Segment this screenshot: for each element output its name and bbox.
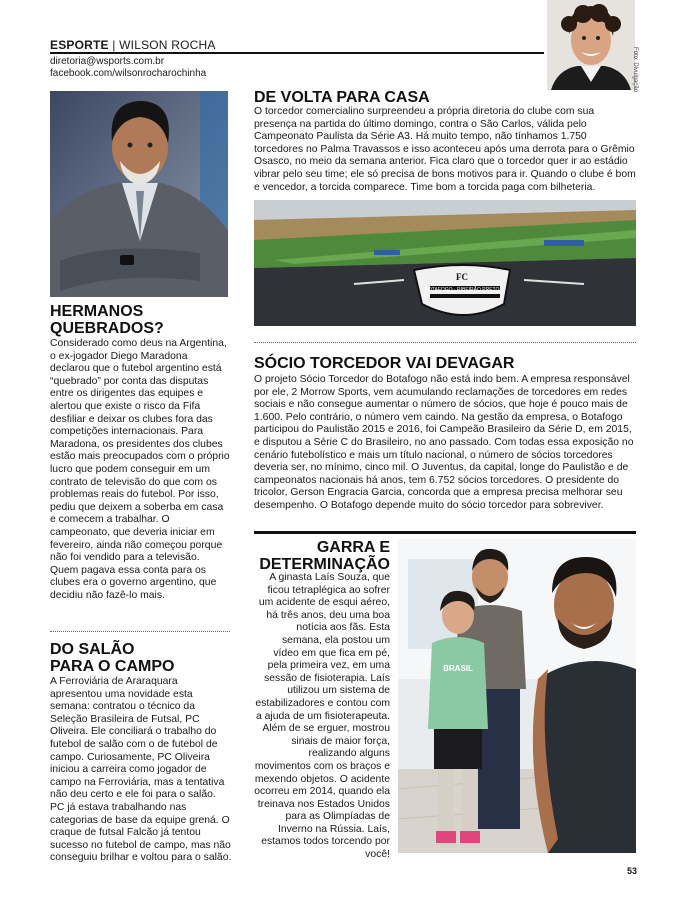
gymnast-photo: [398, 539, 636, 853]
section-label: [50, 38, 216, 52]
header-rule: [50, 52, 544, 54]
section-name: ESPORTE: [50, 38, 109, 52]
section-rule: [254, 531, 636, 534]
article-title-hermanos: [50, 303, 230, 337]
emblem-letters: FC: [456, 272, 468, 282]
article-body-de-volta: O torcedor comercialino surpreendeu a própria diretoria do clube com sua presença na partida do último domingo, contra o São Carlos, válida pelo Campeonato Paulista da Série A3. Há muito tempo, não tínhamos 1.750 torcedores no Palma Travassos e isso aconteceu após uma derrota para o Grêmio Osasco, no meio da semana anterior. Fica claro que o torcedor quer ir ao estádio vibrar pelo seu time; ele só precisa de bons motivos para ir. Quando o clube é bom e vencedor, a torcida comparece. Time bom a torcida paga com bilheteria.: [254, 106, 636, 193]
section-separator: |: [108, 38, 120, 52]
divider: [50, 631, 230, 632]
article-title-salao: [50, 641, 230, 675]
article-title-de-volta: [254, 89, 636, 106]
article-title-socio: [254, 355, 636, 372]
title-line: SÓCIO TORCEDOR VAI DEVAGAR: [254, 355, 515, 372]
title-line: DETERMINAÇÃO: [259, 556, 390, 573]
emblem-text: BOTAFOGO · RIBEIRÃO PRETO: [424, 287, 500, 293]
title-line: QUEBRADOS?: [50, 320, 164, 337]
divider: [254, 342, 636, 343]
article-title-garra: [254, 539, 390, 573]
author-name: WILSON ROCHA: [119, 38, 216, 52]
author-facebook[interactable]: facebook.com/wilsonrocharochinha: [50, 68, 207, 79]
article-body-hermanos: Considerado como deus na Argentina, o ex-jogador Diego Maradona declarou que o futebol argentino está “quebrado” por conta das disputas entre os dirigentes das equipes e alertou que existe o risco da Fifa desfiliar e deixar os clubes fora das competições internacionais. Para Maradona, os presidentes dos clubes estão mais preocupados com o próprio lucro que podem conseguir em um contrato de televisão do que com os problemas reais do futebol. Por isso, pediu que deixem a soberba em casa e comecem a trabalhar. O campeonato, que deveria iniciar em fevereiro, ainda não começou porque não foi vendido para a televisão. Quem pagava essa conta para os clubes era o governo argentino, que decidiu não fazê-lo mais.: [50, 338, 230, 601]
photo-credit: Foto: Divulgação: [632, 47, 638, 93]
author-email[interactable]: diretoria@wsports.com.br: [50, 56, 165, 67]
title-line: PARA O CAMPO: [50, 658, 175, 675]
title-line: DO SALÃO: [50, 641, 135, 658]
title-line: HERMANOS: [50, 303, 144, 320]
maradona-photo: [50, 91, 228, 297]
title-line: GARRA E: [316, 539, 390, 556]
article-body-socio: O projeto Sócio Torcedor do Botafogo não está indo bem. A empresa responsável por ele, 2 Morrow Sports, vem acumulando reclamações de torcedores em redes sociais e não consegue aumentar o número de sócios, que hoje é pouco mais de 1.600. Pelo contrário, o número vem caindo. Na gestão da empresa, o Botafogo participou do Paulistão 2015 e 2016, foi Campeão Brasileiro da Série D, em 2015, e disputou a Série C do Brasileiro, no ano passado. Com todas essa exposição no cenário futebolístico e mais um título nacional, o número de sócios torcedores deveria ser, no mínimo, cinco mil. O Juventus, da capital, longe do Paulistão e de campeonatos nacionais há anos, tem 6.752 sócios torcedores. O presidente do tricolor, Gerson Engracia Garcia, concorda que a empresa precisa melhorar seu desempenho. O Botafogo depende muito do sócio torcedor para sobreviver.: [254, 374, 634, 511]
stadium-photo: [254, 200, 636, 326]
title-line: DE VOLTA PARA CASA: [254, 89, 430, 106]
author-portrait: [547, 0, 635, 90]
page-number: 53: [627, 866, 638, 876]
article-body-garra: A ginasta Laís Souza, que ficou tetraplégica ao sofrer um acidente de esqui aéreo, há três anos, deu uma boa notícia aos fãs. Esta semana, ela postou um vídeo em que fica em pé, pela primeira vez, em uma sessão de fisioterapia. Laís utilizou um sistema de estabilizadores e contou com a ajuda de um fisioterapeuta. Além de se erguer, mostrou sinais de maior força, realizando alguns movimentos com os braços e mexendo objetos. O acidente ocorreu em 2014, quando ela treinava nos Estados Unidos para as Olimpíadas de Inverno na Rússia. Laís, estamos todos torcendo por você!: [254, 572, 390, 861]
shirt-text: BRASIL: [443, 664, 473, 673]
article-body-salao: A Ferroviária de Araraquara apresentou uma novidade esta semana: contratou o técnico da Seleção Brasileira de Futsal, PC Oliveira. Ele conciliará o trabalho do futebol de salão com o de futebol de campo. Curiosamente, PC Oliveira iniciou a carreira como jogador de campo na Ferroviária, mas a tentativa não deu certo e ele foi para o salão. PC já estava trabalhando nas categorias de base da equipe grená. O craque de futsal Falcão já tentou sucesso no futebol de campo, mas não conseguiu brilhar e voltou para o salão.: [50, 676, 232, 864]
